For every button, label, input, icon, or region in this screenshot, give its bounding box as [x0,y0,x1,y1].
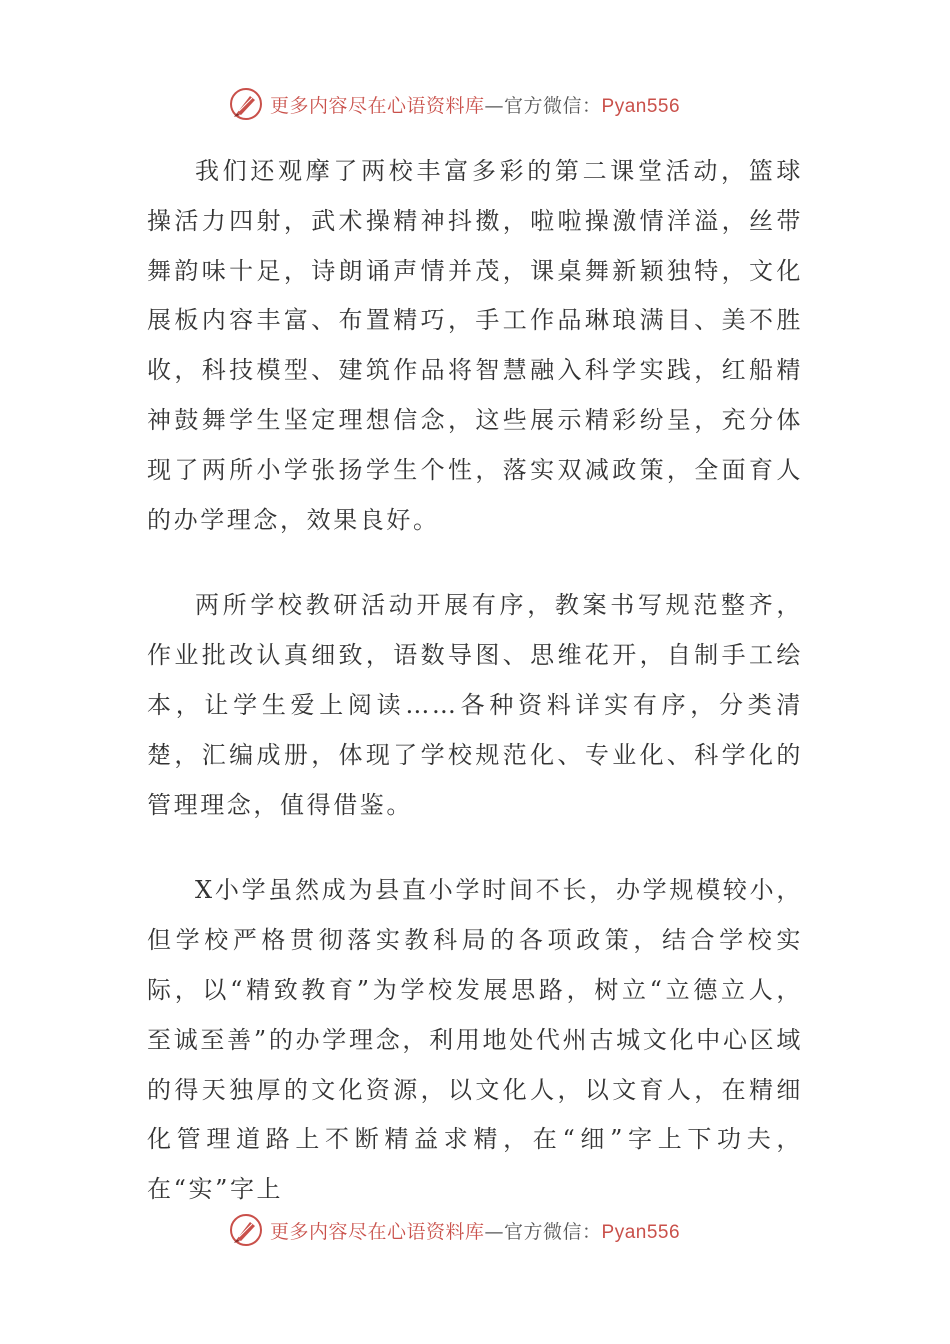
pen-nib-logo-icon [228,86,264,122]
banner-wechat-label: —官方微信： [484,94,602,117]
paragraph-2: 两所学校教研活动开展有序，教案书写规范整齐，作业批改认真细致，语数导图、思维花开，自制手工绘本，让学生爱上阅读……各种资料详实有序，分类清楚，汇编成册，体现了学校规范化、专业化、科学化的管理理念，值得借鉴。 [147,591,803,819]
banner-wechat-id: Pyan556 [601,95,681,117]
banner-title: 更多内容尽在心语资料库 [270,1220,485,1243]
header-banner [228,84,680,124]
document-body [147,147,803,1251]
paragraph-1: 我们还观摩了两校丰富多彩的第二课堂活动，篮球操活力四射，武术操精神抖擞，啦啦操激情洋溢，丝带舞韵味十足，诗朗诵声情并茂，课桌舞新颖独特，文化展板内容丰富、布置精巧，手工作品琳琅满目、美不胜收，科技模型、建筑作品将智慧融入科学实践，红船精神鼓舞学生坚定理想信念，这些展示精彩纷呈，充分体现了两所小学张扬学生个性，落实双减政策，全面育人的办学理念，效果良好。 [147,157,803,534]
banner-title: 更多内容尽在心语资料库 [270,94,485,117]
banner-wechat-label: —官方微信： [484,1220,602,1243]
pen-nib-logo-icon [228,1212,264,1248]
banner-wechat-id: Pyan556 [601,1221,681,1243]
footer-banner [228,1210,680,1250]
paragraph-3: X小学虽然成为县直小学时间不长，办学规模较小，但学校严格贯彻落实教科局的各项政策，结合学校实际，以“精致教育”为学校发展思路，树立“立德立人，至诚至善”的办学理念，利用地处代州古城文化中心区域的得天独厚的文化资源，以文化人，以文育人，在精细化管理道路上不断精益求精，在“细”字上下功夫，在“实”字上 [147,876,803,1204]
